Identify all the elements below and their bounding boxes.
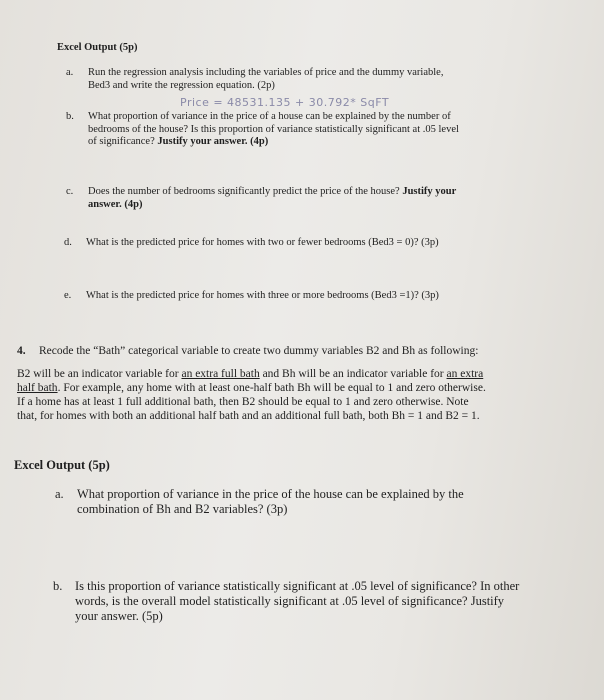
paragraph-text: . For example, any home with at least one-half bath Bh will be equal to 1 and zero otherwise.	[57, 382, 486, 394]
item-label: d.	[64, 237, 72, 248]
question-number: 4.	[17, 345, 26, 357]
item-label: e.	[64, 290, 72, 301]
paragraph-text: and Bh will be an indicator variable for	[259, 368, 447, 380]
question-text: Recode the “Bath” categorical variable to create two dummy variables B2 and Bh as following:	[39, 345, 479, 357]
item-text-line: Bed3 and write the regression equation. (2p)	[88, 79, 275, 91]
underlined-text: an extra full bath	[181, 368, 260, 380]
item-label: a.	[66, 67, 74, 78]
item-bold-text: answer. (4p)	[88, 198, 143, 210]
item-label: c.	[66, 186, 74, 197]
item-text-line: Does the number of bedrooms significantly predict the price of the house?	[88, 186, 400, 197]
item-text-line: What is the predicted price for homes with two or fewer bedrooms (Bed3 = 0)? (3p)	[86, 237, 439, 248]
item-text-line: What is the predicted price for homes with three or more bedrooms (Bed3 =1)? (3p)	[86, 290, 439, 301]
item-text-line: Run the regression analysis including the variables of price and the dummy variable,	[88, 67, 444, 78]
item-text-line: What proportion of variance in the price of a house can be explained by the number of	[88, 111, 451, 122]
item-text-line: Is this proportion of variance statistically significant at .05 level of significance? In other	[75, 579, 520, 593]
underlined-text: half bath	[17, 382, 58, 394]
section2-heading: Excel Output (5p)	[14, 458, 110, 472]
handwritten-equation: Price = 48531.135 + 30.792* SqFT	[180, 96, 390, 109]
item-text-line: bedrooms of the house? Is this proportion of variance statistically significant at .05 level	[88, 123, 459, 135]
underlined-text: an extra	[446, 368, 484, 380]
paragraph-line: If a home has at least 1 full additional bath, then B2 should be equal to 1 and zero otherwise. Note	[17, 396, 469, 408]
item-text-line: What proportion of variance in the price of the house can be explained by the	[77, 487, 464, 501]
item-bold-text: Justify your answer. (4p)	[157, 136, 269, 147]
paragraph-text: B2 will be an indicator variable for	[17, 368, 182, 380]
question-4-paragraph	[17, 367, 602, 423]
item-label: b.	[53, 579, 63, 593]
item-text-line: words, is the overall model statistically significant at .05 level of significance? Justify	[75, 594, 505, 608]
item-label: a.	[55, 487, 64, 501]
paragraph-line	[17, 381, 602, 395]
paragraph-line	[17, 367, 602, 381]
item-text-line: of significance?	[88, 136, 155, 147]
paragraph-line: that, for homes with both an additional half bath and an additional full bath, both Bh = 1 and B2 = 1.	[17, 410, 480, 422]
item-text-line: combination of Bh and B2 variables? (3p)	[77, 502, 288, 516]
item-text-line: your answer. (5p)	[75, 609, 163, 623]
item-label: b.	[66, 111, 74, 122]
section1-heading: Excel Output (5p)	[57, 42, 138, 53]
item-bold-text: Justify your	[402, 186, 457, 197]
